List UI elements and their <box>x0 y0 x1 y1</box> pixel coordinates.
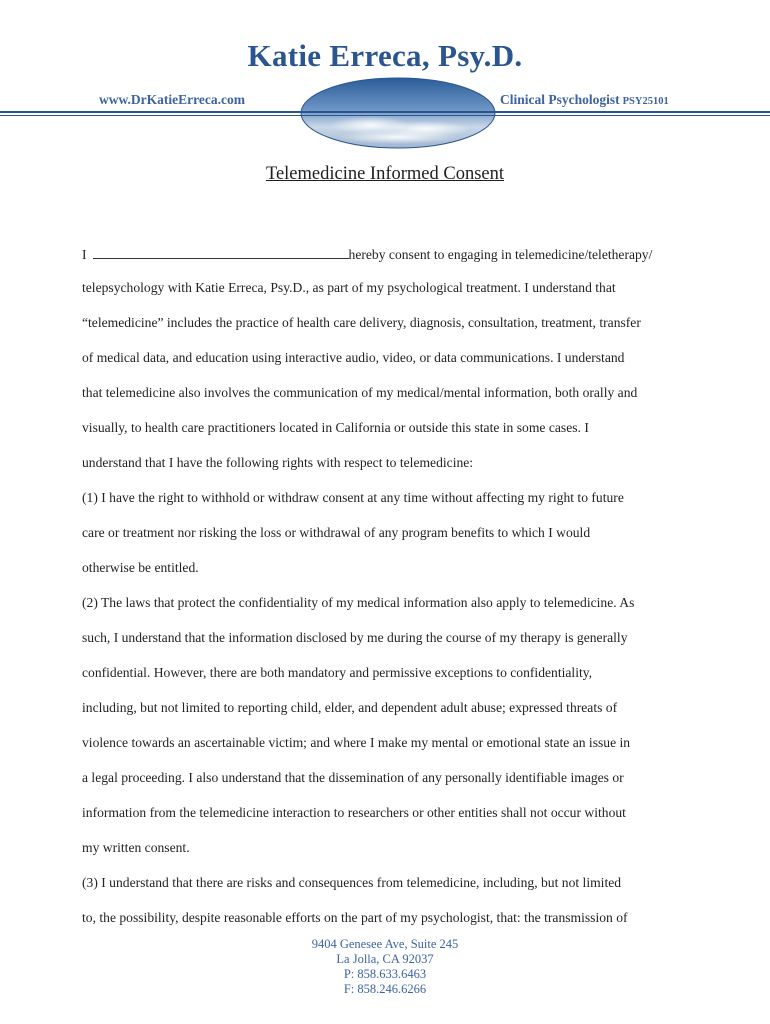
professional-title <box>500 92 669 108</box>
body-line: understand that I have the following rights with respect to telemedicine: <box>82 455 474 470</box>
body-line: violence towards an ascertainable victim; and where I make my mental or emotional state an issue in <box>82 735 631 750</box>
sky-logo-image <box>300 77 496 149</box>
body-line: (3) I understand that there are risks and consequences from telemedicine, including, but not limited <box>82 875 622 890</box>
line-text: hereby consent to engaging in telemedicine/teletherapy/ <box>348 247 653 262</box>
header-divider <box>0 111 770 113</box>
body-line: confidential. However, there are both mandatory and permissive exceptions to confidentiality, <box>82 665 593 680</box>
body-line: visually, to health care practitioners located in California or outside this state in some cases. I <box>82 420 589 435</box>
body-line: care or treatment nor risking the loss or withdrawal of any program benefits to which I would <box>82 525 591 540</box>
body-line: (2) The laws that protect the confidentiality of my medical information also apply to telemedicine. As <box>82 595 635 610</box>
license-number: PSY25101 <box>622 96 669 107</box>
name-blank-field[interactable] <box>93 245 349 259</box>
body-line: that telemedicine also involves the communication of my medical/mental information, both orally and <box>82 385 638 400</box>
first-word: I <box>82 247 87 262</box>
header-divider-thin <box>0 115 770 116</box>
footer-address-line-1: 9404 Genesee Ave, Suite 245 <box>311 937 459 951</box>
footer-phone: P: 858.633.6463 <box>343 967 427 981</box>
body-line: my written consent. <box>82 840 190 855</box>
website-link[interactable]: www.DrKatieErreca.com <box>99 92 245 107</box>
body-line: telepsychology with Katie Erreca, Psy.D., as part of my psychological treatment. I understand that <box>82 280 616 295</box>
body-line: information from the telemedicine interaction to researchers or other entities shall not occur without <box>82 805 626 820</box>
body-line: to, the possibility, despite reasonable efforts on the part of my psychologist, that: the transmission of <box>82 910 628 925</box>
body-line: including, but not limited to reporting child, elder, and dependent adult abuse; expressed threats of <box>82 700 618 715</box>
body-line: (1) I have the right to withhold or withdraw consent at any time without affecting my right to future <box>82 490 624 505</box>
footer-address-block <box>0 937 770 997</box>
body-line: such, I understand that the information disclosed by me during the course of my therapy is generally <box>82 630 628 645</box>
footer-address-line-2: La Jolla, CA 92037 <box>336 952 434 966</box>
body-line-1 <box>82 245 652 263</box>
body-line: “telemedicine” includes the practice of health care delivery, diagnosis, consultation, treatment, transfer <box>82 315 641 330</box>
title-text: Clinical Psychologist <box>500 92 620 107</box>
practitioner-name: Katie Erreca, Psy.D. <box>247 38 523 73</box>
document-title: Telemedicine Informed Consent <box>265 164 505 184</box>
body-line: of medical data, and education using interactive audio, video, or data communications. I understand <box>82 350 625 365</box>
footer-fax: F: 858.246.6266 <box>343 982 427 996</box>
body-line: otherwise be entitled. <box>82 560 199 575</box>
body-line: a legal proceeding. I also understand that the dissemination of any personally identifiable images or <box>82 770 624 785</box>
